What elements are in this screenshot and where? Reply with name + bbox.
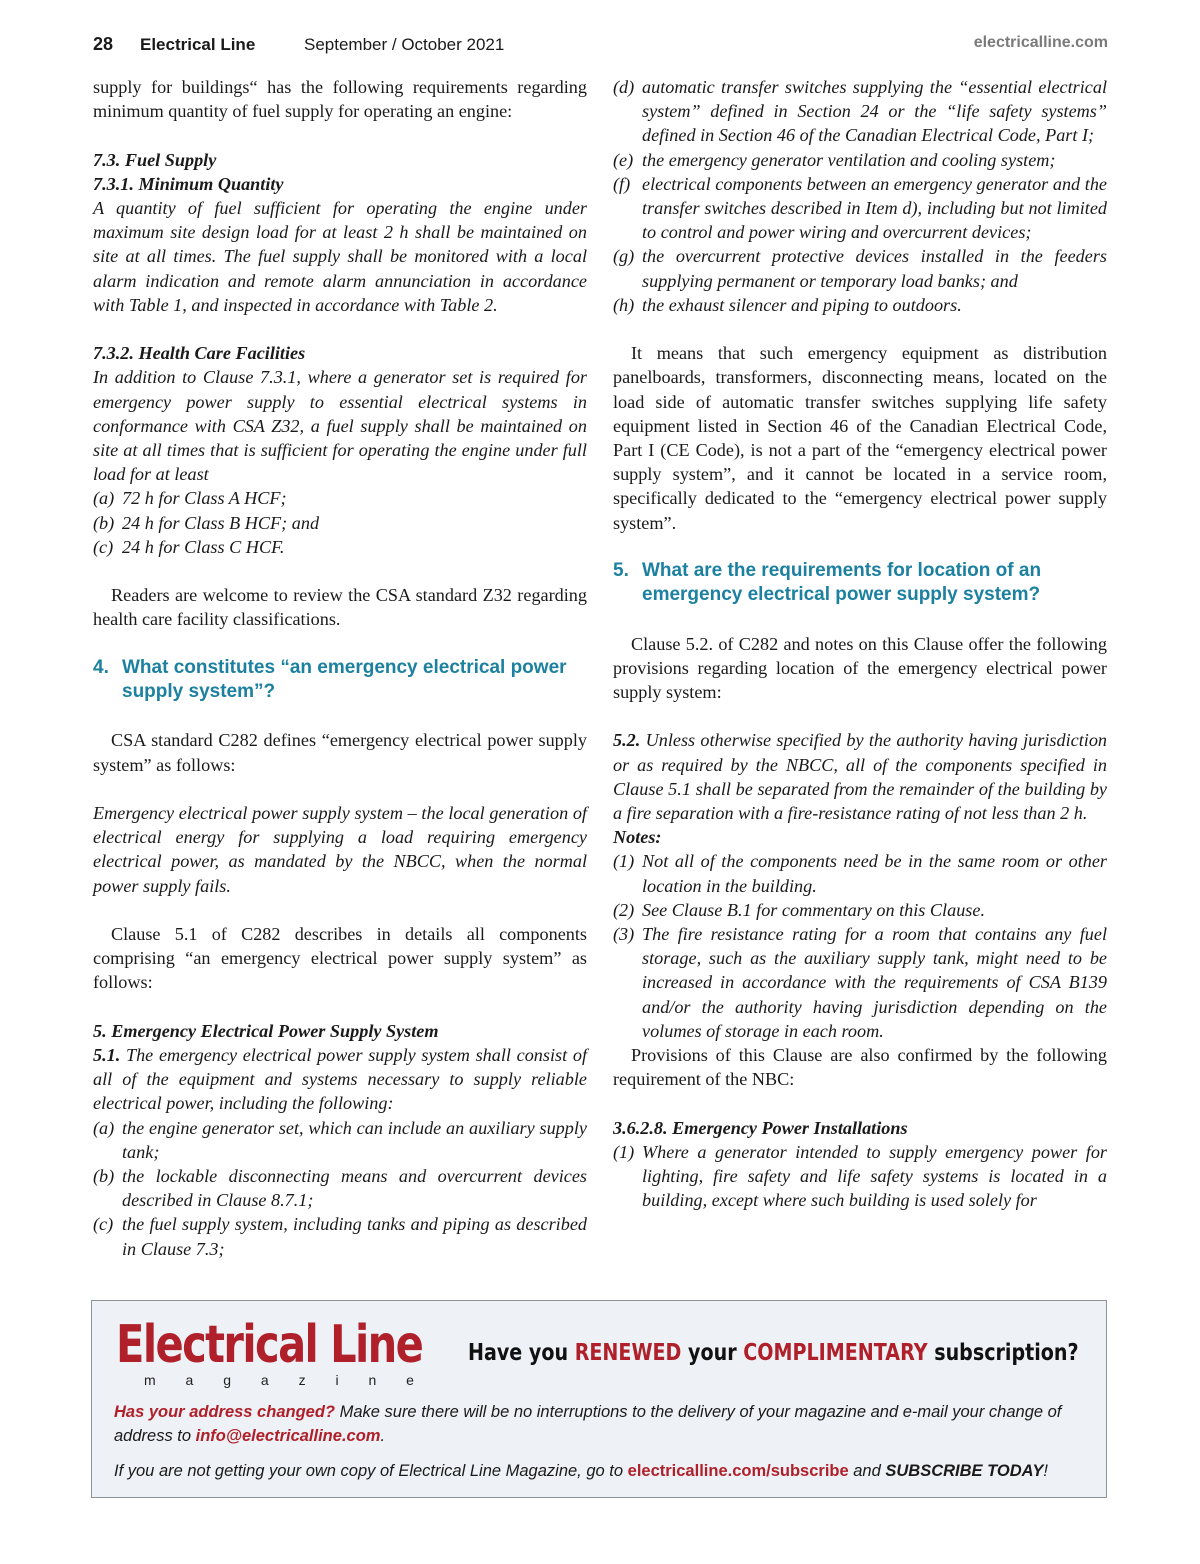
subscription-ad <box>91 1300 1107 1498</box>
list-item: (g) the overcurrent protective devices installed in the feeders supplying permanent or temporary load banks; and <box>613 246 1107 291</box>
list-item: (2) See Clause B.1 for commentary on this Clause. <box>613 899 985 920</box>
clause-5-1-text: 5.1. The emergency electrical power supply system shall consist of all of the equipment and systems necessary to supply reliable electrical power, including the following: <box>93 1045 587 1114</box>
means-paragraph: It means that such emergency equipment as distribution panelboards, transformers, disconnecting means, located on the load side of automatic transfer switches supplying life safety equipment listed in Section 46 of the Canadian Electrical Code, Part I (CE Code), is not a part of the “emergency electrical power supply system”, and it cannot be located in a service room, specifically dedicated to the “emergency electrical power supply system”. <box>613 343 1107 533</box>
logo-subtitle: m a g a z i n e <box>144 1372 414 1388</box>
list-item: (c) the fuel supply system, including tanks and piping as described in Clause 7.3; <box>93 1214 587 1259</box>
list-item: (d) automatic transfer switches supplying the “essential electrical system” defined in Section 24 or the “life safety systems” defined in Section 46 of the Canadian Electrical Code, Part I; <box>613 77 1107 146</box>
email-link[interactable]: info@electricalline.com <box>195 1427 381 1445</box>
clause-7-3-1-heading: 7.3.1. Minimum Quantity <box>93 173 284 194</box>
list-item: (a) the engine generator set, which can include an auxiliary supply tank; <box>93 1117 587 1162</box>
intro-paragraph: supply for buildings“ has the following requirements regarding minimum quantity of fuel supply for operating an engine: <box>93 77 587 122</box>
section-5-heading: 5. What are the requirements for location of an emergency electrical power supply system? <box>613 560 1042 606</box>
clause-5-1-intro: Clause 5.1 of C282 describes in details all components comprising “an emergency electrical power supply system” as follows: <box>93 924 587 993</box>
page-number: 28 <box>93 34 114 54</box>
clause-7-3-heading: 7.3. Fuel Supply <box>93 149 217 170</box>
csa-paragraph: CSA standard C282 defines “emergency electrical power supply system” as follows: <box>93 730 587 775</box>
notes-label: Notes: <box>613 827 662 848</box>
clause-7-3-1-text: A quantity of fuel sufficient for operating the engine under maximum site design load for at least 2 h shall be maintained on site at all times. The fuel supply shall be monitored with a local alarm indication and remote alarm annunciation in accordance with Table 1, and inspected in accordance with Table 2. <box>93 198 587 315</box>
list-item: (b) the lockable disconnecting means and overcurrent devices described in Clause 8.7.1; <box>93 1166 587 1211</box>
issue-date: September / October 2021 <box>304 35 505 54</box>
left-column <box>93 75 587 1261</box>
renew-headline: Have you RENEWED your COMPLIMENTARY subscription? <box>468 1340 1079 1366</box>
page-header <box>93 34 1108 58</box>
subscribe-text: If you are not getting your own copy of Electrical Line Magazine, go to electricalline.com/subscribe and SUBSCRIBE TODAY! <box>114 1462 1048 1480</box>
list-item: (h) the exhaust silencer and piping to outdoors. <box>613 294 962 315</box>
clause-7-3-2-heading: 7.3.2. Health Care Facilities <box>93 343 306 364</box>
list-item: (b) 24 h for Class B HCF; and <box>93 512 320 533</box>
electrical-line-logo: Electrical Line <box>116 1315 423 1375</box>
magazine-name: Electrical Line <box>140 35 256 54</box>
clause-5-heading: 5. Emergency Electrical Power Supply System <box>93 1020 439 1041</box>
list-item: (c) 24 h for Class C HCF. <box>93 536 285 557</box>
clause-3-6-2-8-heading: 3.6.2.8. Emergency Power Installations <box>613 1117 908 1138</box>
readers-paragraph: Readers are welcome to review the CSA standard Z32 regarding health care facility classifications. <box>93 585 587 630</box>
list-item: (e) the emergency generator ventilation and cooling system; <box>613 149 1056 170</box>
list-item: (f) electrical components between an emergency generator and the transfer switches described in Item d), including but not limited to control and power wiring and overcurrent devices; <box>613 173 1107 243</box>
address-change-text: Has your address changed? Make sure there will be no interruptions to the delivery of your magazine and e-mail your change of address to info@electricalline.com. <box>114 1403 1062 1445</box>
list-item: (1) Not all of the components need be in the same room or other location in the building. <box>613 851 1107 896</box>
list-item: (a) 72 h for Class A HCF; <box>93 488 287 509</box>
right-column <box>613 75 1107 1212</box>
provisions-paragraph: Provisions of this Clause are also confirmed by the following requirement of the NBC: <box>613 1045 1107 1090</box>
clause-5-2-intro: Clause 5.2. of C282 and notes on this Clause offer the following provisions regarding location of the emergency electrical power supply system: <box>613 633 1107 703</box>
definition-text: Emergency electrical power supply system – the local generation of electrical energy for supplying a load requiring emergency electrical power, as mandated by the NBCC, when the normal power supply fails. <box>93 803 587 896</box>
clause-5-2-text: 5.2. Unless otherwise specified by the authority having jurisdiction or as required by the NBCC, all of the components specified in Clause 5.1 shall be separated from the remainder of the building by a fire separation with a fire-resistance rating of not less than 2 h. <box>613 730 1108 824</box>
list-item: (3) The fire resistance rating for a room that contains any fuel storage, such as the auxiliary supply tank, might need to be increased in accordance with the requirements of CSA B139 and/or the authority having jurisdiction depending on the volumes of storage in each room. <box>613 924 1107 1041</box>
section-4-heading: 4. What constitutes “an emergency electrical power supply system”? <box>93 656 567 703</box>
website-link[interactable]: electricalline.com <box>973 34 1108 51</box>
clause-7-3-2-text: In addition to Clause 7.3.1, where a generator set is required for emergency power supply to essential electrical systems in conformance with CSA Z32, a fuel supply shall be maintained on site at all times that is sufficient for operating the engine under full load for at least <box>93 367 587 485</box>
list-item: (1) Where a generator intended to supply emergency power for lighting, fire safety and life safety systems is located in a building, except where such building is used solely for <box>613 1141 1107 1211</box>
subscribe-link[interactable]: electricalline.com/subscribe <box>627 1462 849 1480</box>
